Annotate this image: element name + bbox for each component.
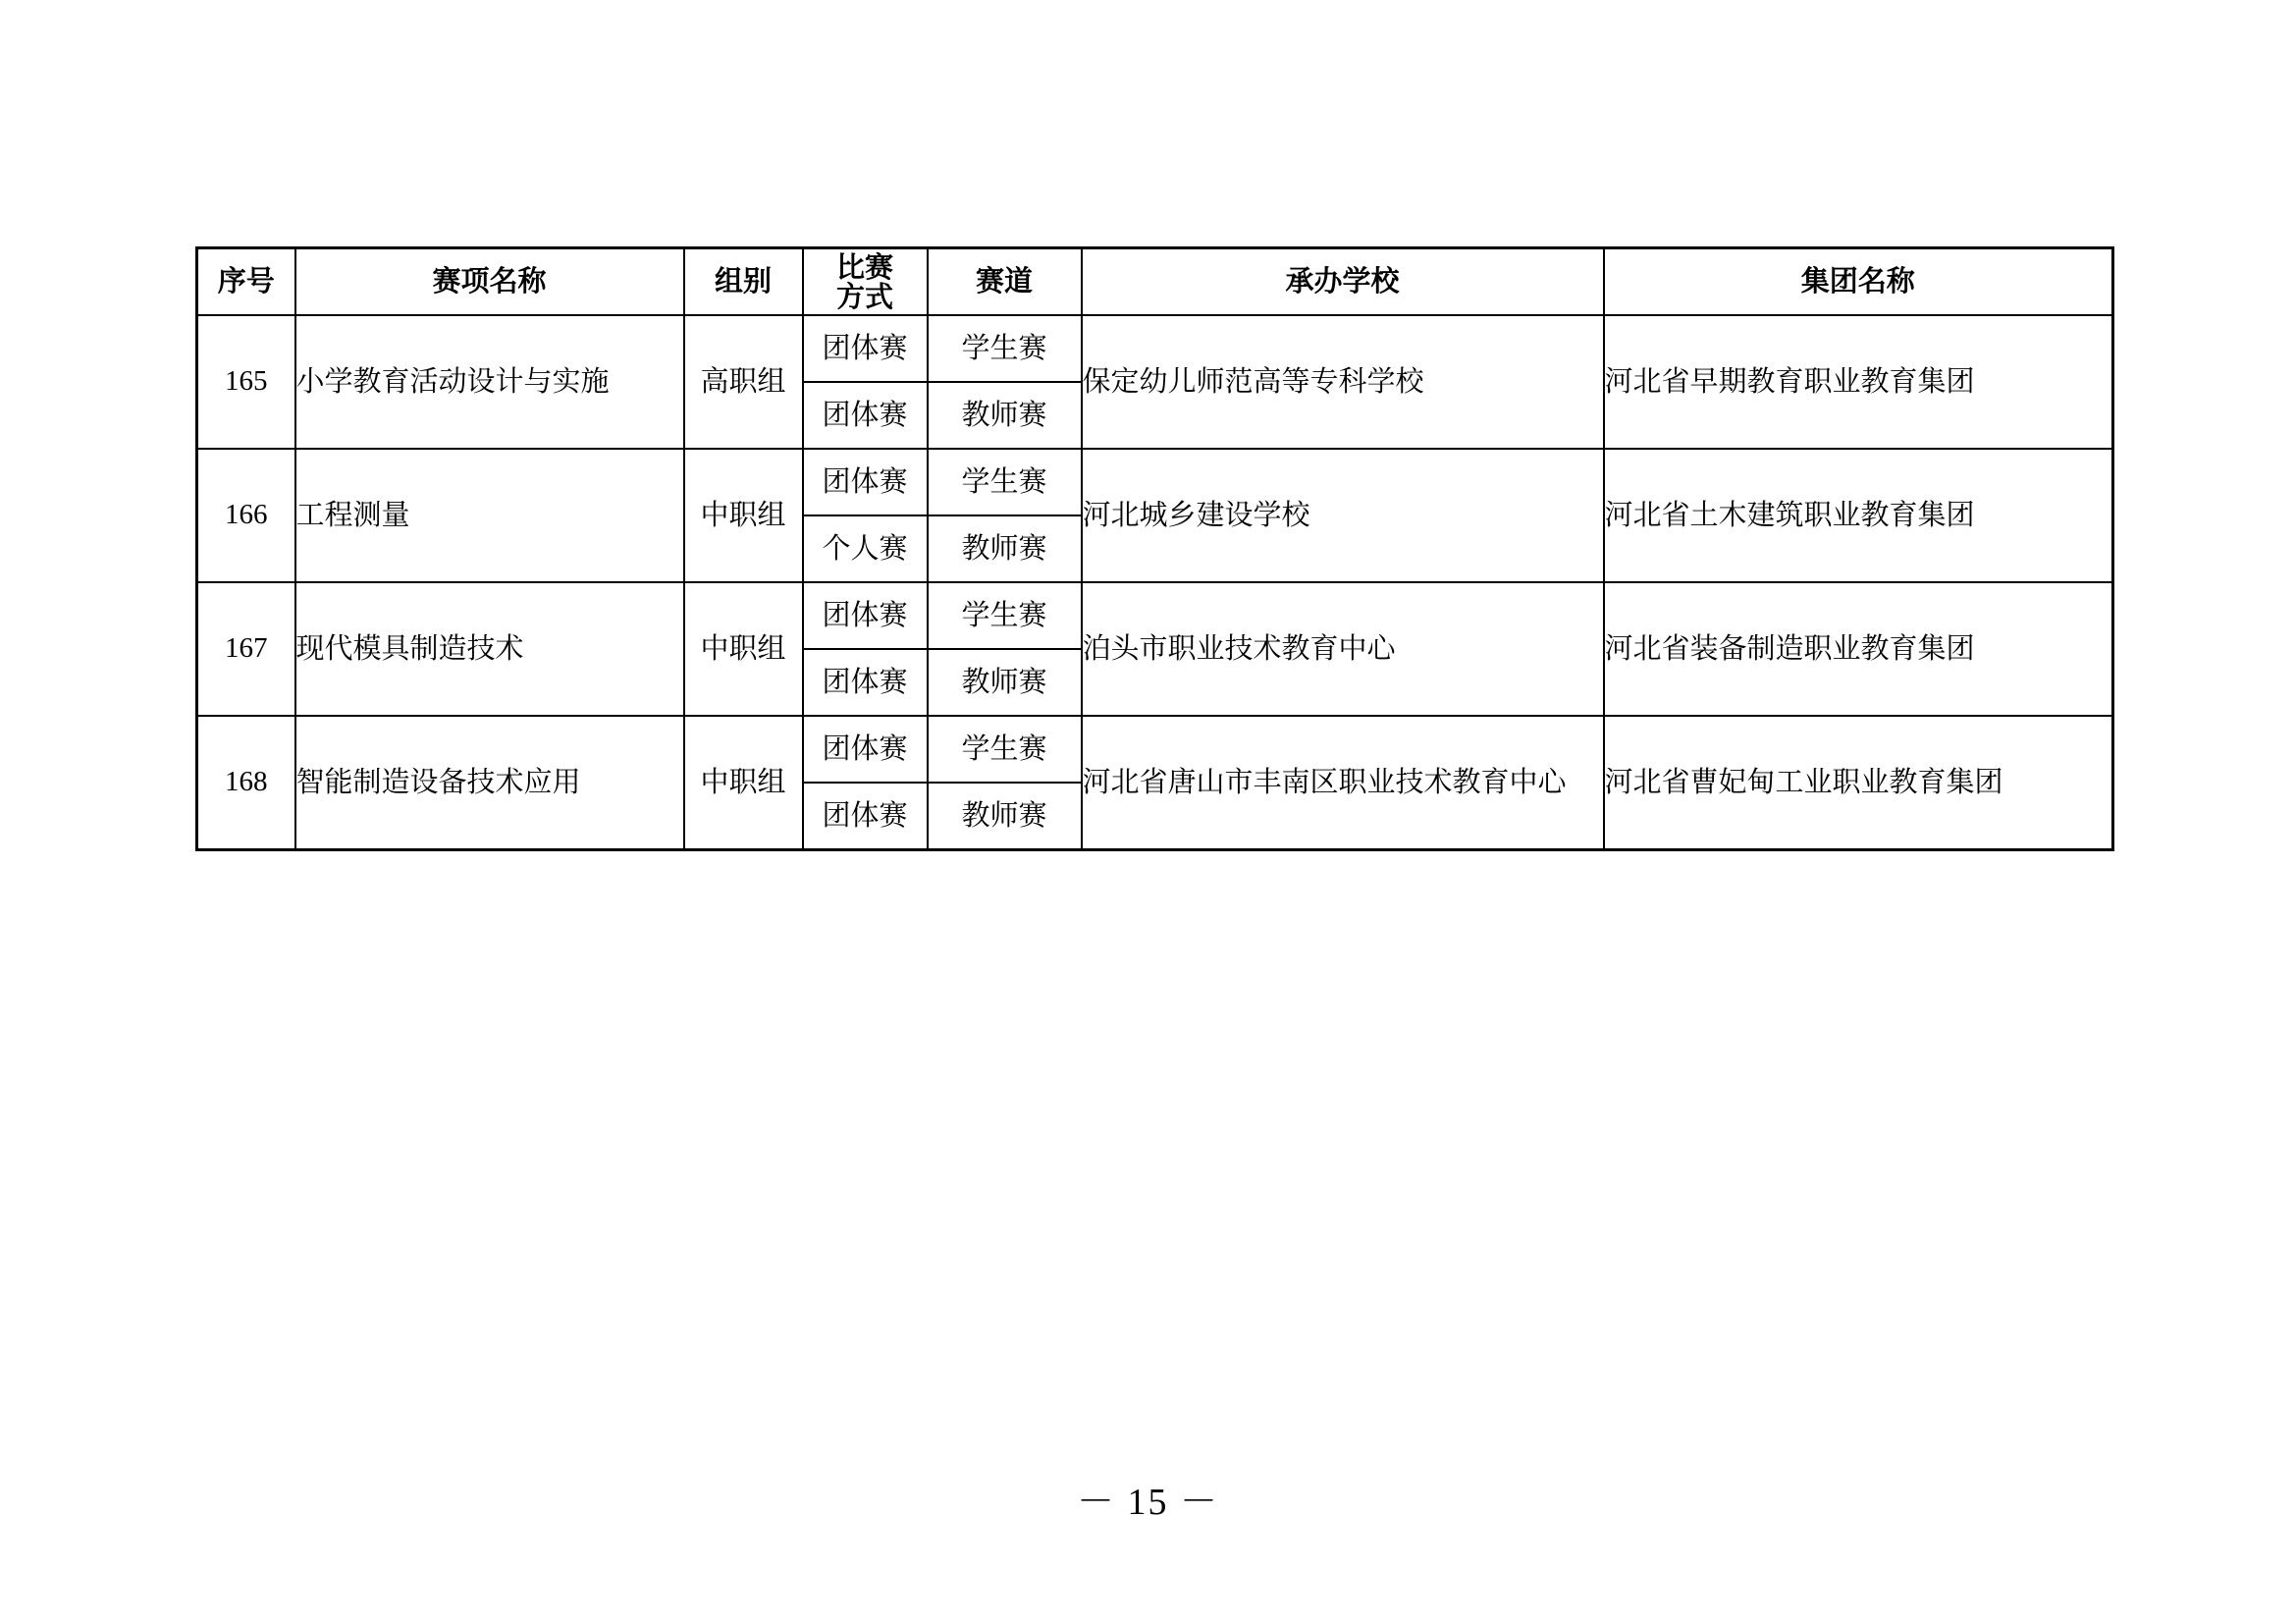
page-number: － 15 － (1076, 1482, 1219, 1523)
cell-host-school: 河北城乡建设学校 (1082, 449, 1604, 582)
cell-track: 教师赛 (928, 649, 1082, 716)
cell-format: 团体赛 (803, 649, 928, 716)
cell-track: 教师赛 (928, 515, 1082, 582)
cell-format: 个人赛 (803, 515, 928, 582)
cell-group-name: 河北省土木建筑职业教育集团 (1604, 449, 2113, 582)
cell-format: 团体赛 (803, 382, 928, 449)
cell-event-name: 小学教育活动设计与实施 (295, 315, 684, 449)
cell-host-school: 河北省唐山市丰南区职业技术教育中心 (1082, 716, 1604, 850)
cell-group: 高职组 (684, 315, 803, 449)
cell-track: 学生赛 (928, 449, 1082, 515)
cell-track: 学生赛 (928, 582, 1082, 649)
header-host-school: 承办学校 (1082, 248, 1604, 316)
header-group: 组别 (684, 248, 803, 316)
table-row (197, 582, 2113, 649)
table-row (197, 449, 2113, 515)
table-row (197, 315, 2113, 382)
cell-format: 团体赛 (803, 716, 928, 783)
cell-group-name: 河北省装备制造职业教育集团 (1604, 582, 2113, 716)
cell-seq: 166 (197, 449, 295, 582)
cell-track: 教师赛 (928, 783, 1082, 850)
cell-host-school: 保定幼儿师范高等专科学校 (1082, 315, 1604, 449)
cell-track: 学生赛 (928, 315, 1082, 382)
cell-event-name: 智能制造设备技术应用 (295, 716, 684, 850)
header-event-name: 赛项名称 (295, 248, 684, 316)
cell-seq: 167 (197, 582, 295, 716)
header-track: 赛道 (928, 248, 1082, 316)
cell-track: 学生赛 (928, 716, 1082, 783)
cell-group-name: 河北省曹妃甸工业职业教育集团 (1604, 716, 2113, 850)
cell-seq: 165 (197, 315, 295, 449)
cell-group-name: 河北省早期教育职业教育集团 (1604, 315, 2113, 449)
header-format (803, 248, 928, 316)
header-format-line1: 比赛 (835, 249, 893, 284)
cell-format: 团体赛 (803, 315, 928, 382)
cell-event-name: 现代模具制造技术 (295, 582, 684, 716)
table-row (197, 716, 2113, 783)
cell-group: 中职组 (684, 449, 803, 582)
competition-table (195, 246, 2114, 851)
header-format-line2: 方式 (835, 280, 893, 313)
cell-format: 团体赛 (803, 449, 928, 515)
cell-group: 中职组 (684, 582, 803, 716)
cell-host-school: 泊头市职业技术教育中心 (1082, 582, 1604, 716)
cell-event-name: 工程测量 (295, 449, 684, 582)
header-seq: 序号 (197, 248, 295, 316)
cell-format: 团体赛 (803, 582, 928, 649)
cell-track: 教师赛 (928, 382, 1082, 449)
cell-seq: 168 (197, 716, 295, 850)
cell-group: 中职组 (684, 716, 803, 850)
table-header-row (197, 248, 2113, 316)
header-group-name: 集团名称 (1604, 248, 2113, 316)
cell-format: 团体赛 (803, 783, 928, 850)
